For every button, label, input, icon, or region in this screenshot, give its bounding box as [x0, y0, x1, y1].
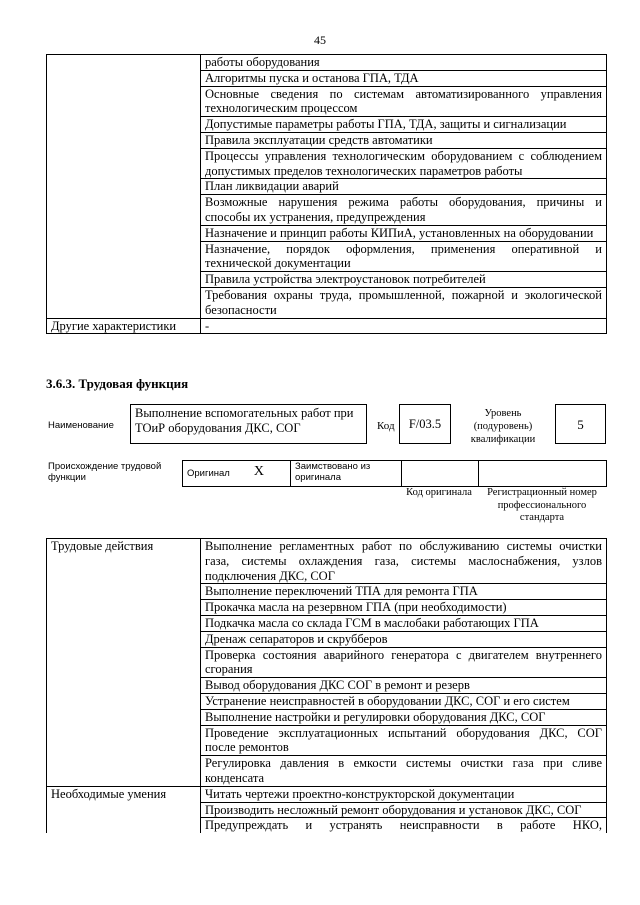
origin-label: Происхождение трудовой функции: [48, 461, 162, 483]
knowledge-item: Алгоритмы пуска и останова ГПА, ТДА: [201, 70, 607, 86]
original-code-caption: Код оригинала: [406, 487, 472, 498]
other-characteristics-value: -: [201, 318, 607, 334]
action-item: Подкачка масла со склада ГСМ в маслобаки работающих ГПА: [201, 615, 607, 631]
knowledge-item: Правила устройства электроустановок потребителей: [201, 272, 607, 288]
actions-label: Трудовые действия: [47, 539, 201, 787]
level-label: Уровень (подуровень) квалификации: [470, 408, 536, 445]
registration-caption: Регистрационный номер профессионального стандарта: [487, 487, 597, 523]
knowledge-item: Допустимые параметры работы ГПА, ТДА, защиты и сигнализации: [201, 117, 607, 133]
knowledge-table: [46, 54, 607, 334]
knowledge-item: Правила эксплуатации средств автоматики: [201, 132, 607, 148]
level-value: 5: [577, 417, 584, 432]
function-name: Выполнение вспомогательных работ при ТОиР оборудования ДКС, СОГ: [135, 406, 354, 435]
page-number: 45: [314, 33, 326, 47]
code-label: Код: [377, 420, 395, 432]
knowledge-item: Процессы управления технологическим оборудованием с соблюдением допустимых пределов технологических параметров работы: [201, 148, 607, 179]
code-value: F/03.5: [408, 417, 442, 431]
action-item: Проверка состояния аварийного генератора с двигателем внутреннего сгорания: [201, 647, 607, 678]
action-item: Дренаж сепараторов и скрубберов: [201, 631, 607, 647]
knowledge-item: План ликвидации аварий: [201, 179, 607, 195]
original-cell: [183, 461, 291, 487]
section-heading: 3.6.3. Трудовая функция: [46, 376, 189, 391]
action-item: Вывод оборудования ДКС СОГ в ремонт и резерв: [201, 678, 607, 694]
skills-label: Необходимые умения: [47, 786, 201, 833]
skill-item: Производить несложный ремонт оборудования и установок ДКС, СОГ: [201, 802, 607, 818]
knowledge-label-cell: [47, 55, 201, 319]
other-characteristics-label: Другие характеристики: [47, 318, 201, 334]
action-item: Устранение неисправностей в оборудовании ДКС, СОГ и его систем: [201, 693, 607, 709]
knowledge-item: Основные сведения по системам автоматизированного управления технологическим процессом: [201, 86, 607, 117]
knowledge-item: работы оборудования: [201, 55, 607, 71]
knowledge-item: Назначение, порядок оформления, применения оперативной и технической документации: [201, 241, 607, 272]
original-label: Оригинал: [187, 468, 230, 480]
original-mark: X: [253, 464, 264, 479]
original-code-cell: [402, 461, 479, 487]
registration-number-cell: [479, 461, 607, 487]
knowledge-item: Требования охраны труда, промышленной, пожарной и экологической безопасности: [201, 287, 607, 318]
action-item: Прокачка масла на резервном ГПА (при необходимости): [201, 600, 607, 616]
skill-item: Читать чертежи проектно-конструкторской документации: [201, 786, 607, 802]
borrowed-label: Заимствовано из оригинала: [291, 461, 402, 487]
action-item: Выполнение переключений ТПА для ремонта ГПА: [201, 584, 607, 600]
action-item: Регулировка давления в емкости системы очистки газа при сливе конденсата: [201, 756, 607, 787]
name-label: Наименование: [48, 420, 114, 431]
action-item: Выполнение регламентных работ по обслуживанию системы очистки газа, системы охлаждения газа, системы маслоснабжения, узлов подключения ДКС, СОГ: [201, 539, 607, 584]
origin-table: [182, 460, 607, 487]
knowledge-item: Возможные нарушения режима работы оборудования, причины и способы их устранения, предупреждения: [201, 195, 607, 226]
action-item: Выполнение настройки и регулировки оборудования ДКС, СОГ: [201, 709, 607, 725]
actions-table: [46, 538, 607, 833]
knowledge-item: Назначение и принцип работы КИПиА, установленных на оборудовании: [201, 225, 607, 241]
skill-item: Предупреждать и устранять неисправности в работе НКО,: [201, 818, 607, 833]
action-item: Проведение эксплуатационных испытаний оборудования ДКС, СОГ после ремонтов: [201, 725, 607, 756]
